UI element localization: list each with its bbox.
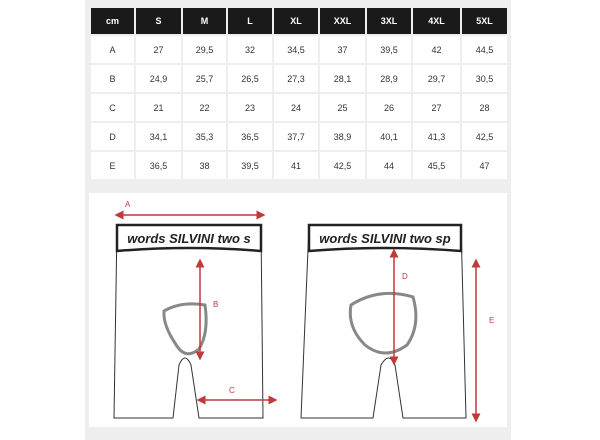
header-s: S <box>136 8 181 34</box>
row-label: D <box>91 123 134 150</box>
table-row <box>91 152 507 179</box>
table-cell: 34,5 <box>274 36 318 63</box>
table-cell: 26 <box>367 94 411 121</box>
header-m: M <box>183 8 226 34</box>
front-waistband-text: words SILVINI two s <box>127 231 251 246</box>
row-label: C <box>91 94 134 121</box>
table-cell: 21 <box>136 94 181 121</box>
front-shorts <box>114 200 273 418</box>
table-cell: 22 <box>183 94 226 121</box>
table-cell: 47 <box>462 152 507 179</box>
table-row <box>91 123 507 150</box>
table-cell: 25 <box>320 94 365 121</box>
table-cell: 29,7 <box>413 65 460 92</box>
table-cell: 26,5 <box>228 65 272 92</box>
back-shorts-outline <box>301 225 466 418</box>
row-label: B <box>91 65 134 92</box>
header-4xl: 4XL <box>413 8 460 34</box>
table-cell: 44,5 <box>462 36 507 63</box>
table-cell: 29,5 <box>183 36 226 63</box>
table-cell: 41,3 <box>413 123 460 150</box>
table-row <box>91 36 507 63</box>
table-row <box>91 65 507 92</box>
table-cell: 27 <box>413 94 460 121</box>
dimension-d-label: D <box>402 272 408 281</box>
table-cell: 45,5 <box>413 152 460 179</box>
dimension-b-label: B <box>213 300 219 309</box>
back-shorts <box>301 225 494 418</box>
header-5xl: 5XL <box>462 8 507 34</box>
table-cell: 41 <box>274 152 318 179</box>
row-label: A <box>91 36 134 63</box>
header-l: L <box>228 8 272 34</box>
header-xxl: XXL <box>320 8 365 34</box>
table-cell: 27 <box>136 36 181 63</box>
table-cell: 36,5 <box>228 123 272 150</box>
table-cell: 42,5 <box>320 152 365 179</box>
dimension-e-label: E <box>489 316 495 325</box>
table-cell: 23 <box>228 94 272 121</box>
table-cell: 39,5 <box>228 152 272 179</box>
table-cell: 37 <box>320 36 365 63</box>
table-cell: 39,5 <box>367 36 411 63</box>
table-header-row <box>91 8 507 34</box>
header-3xl: 3XL <box>367 8 411 34</box>
back-waistband-text: words SILVINI two sp <box>319 231 451 246</box>
table-cell: 40,1 <box>367 123 411 150</box>
size-table <box>89 6 509 181</box>
table-cell: 32 <box>228 36 272 63</box>
dimension-c-label: C <box>229 386 235 395</box>
table-cell: 28,9 <box>367 65 411 92</box>
table-cell: 37,7 <box>274 123 318 150</box>
table-cell: 36,5 <box>136 152 181 179</box>
table-cell: 24 <box>274 94 318 121</box>
table-cell: 44 <box>367 152 411 179</box>
dimension-a-label: A <box>125 200 131 209</box>
table-cell: 30,5 <box>462 65 507 92</box>
table-cell: 28 <box>462 94 507 121</box>
row-label: E <box>91 152 134 179</box>
header-cm: cm <box>91 8 134 34</box>
table-cell: 25,7 <box>183 65 226 92</box>
table-cell: 38 <box>183 152 226 179</box>
table-cell: 34,1 <box>136 123 181 150</box>
shorts-diagram <box>89 193 507 427</box>
table-cell: 28,1 <box>320 65 365 92</box>
table-cell: 35,3 <box>183 123 226 150</box>
header-xl: XL <box>274 8 318 34</box>
table-cell: 24,9 <box>136 65 181 92</box>
shorts-drawing <box>89 193 507 427</box>
front-shorts-outline <box>114 225 263 418</box>
table-cell: 42 <box>413 36 460 63</box>
table-cell: 27,3 <box>274 65 318 92</box>
table-cell: 38,9 <box>320 123 365 150</box>
table-row <box>91 94 507 121</box>
table-cell: 42,5 <box>462 123 507 150</box>
